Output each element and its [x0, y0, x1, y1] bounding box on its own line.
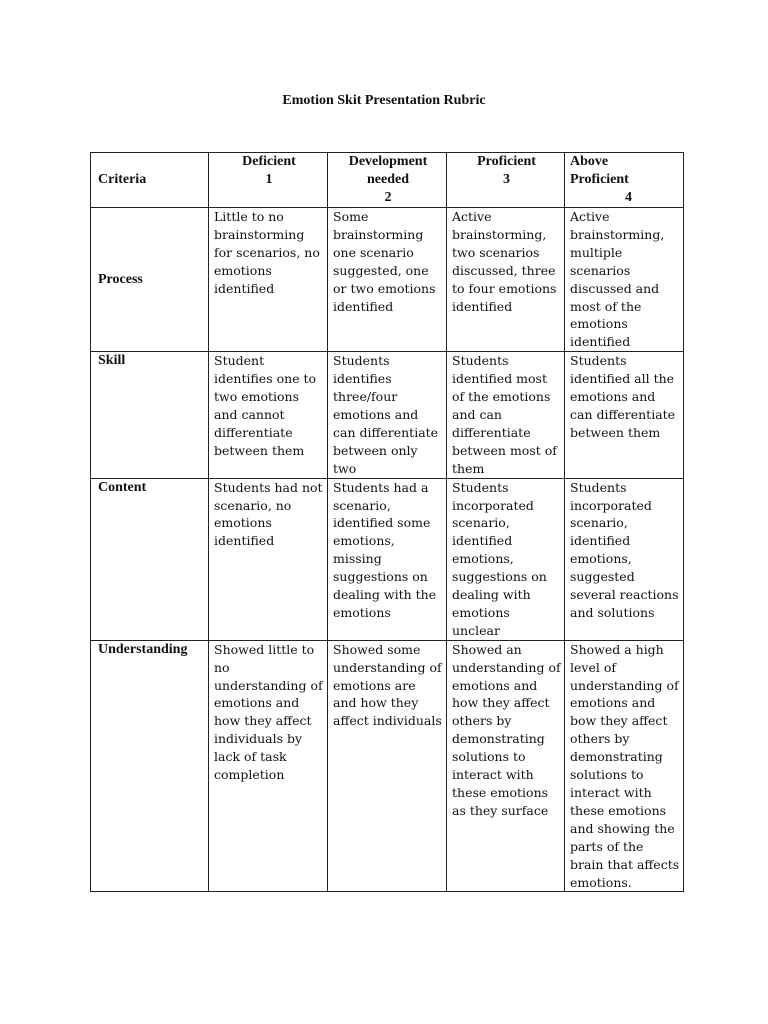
- cell-understanding-proficient: Showed an understanding of emotions and how they affect others by demonstrating solutions to interact with these emotions as they surface: [447, 640, 565, 892]
- rubric-row-understanding: [91, 640, 684, 892]
- level-2-score: 2: [384, 189, 392, 205]
- level-1-name: Deficient: [242, 154, 296, 169]
- rubric-row-skill: [91, 352, 684, 478]
- cell-content-development: Students had a scenario, identified some emotions, missing suggestions on dealing with the emotions: [328, 478, 447, 640]
- level-2-name-line2: needed: [367, 171, 409, 187]
- level-3-name: Proficient: [477, 154, 536, 169]
- cell-process-deficient: Little to no brainstorming for scenarios, no emotions identified: [209, 208, 328, 352]
- level-1-score: 1: [265, 171, 273, 187]
- header-level-2: [328, 153, 447, 208]
- cell-understanding-above: Showed a high level of understanding of emotions and bow they affect others by demonstrating solutions to interact with these emotions and showing the parts of the brain that affects emotions.: [565, 640, 684, 892]
- cell-understanding-development: Showed some understanding of emotions are and how they affect individuals: [328, 640, 447, 892]
- cell-process-proficient: Active brainstorming, two scenarios discussed, three to four emotions identified: [447, 208, 565, 352]
- cell-content-deficient: Students had not scenario, no emotions identified: [209, 478, 328, 640]
- criteria-understanding: Understanding: [91, 640, 209, 892]
- level-3-score: 3: [503, 171, 510, 187]
- header-level-4: [565, 153, 684, 208]
- cell-skill-deficient: Student identifies one to two emotions and cannot differentiate between them: [209, 352, 328, 478]
- rubric-row-process: [91, 208, 684, 352]
- criteria-process: Process: [91, 208, 209, 352]
- cell-process-development: Some brainstorming one scenario suggested, one or two emotions identified: [328, 208, 447, 352]
- level-4-name-line1: Above: [570, 154, 609, 169]
- cell-process-above: Active brainstorming, multiple scenarios discussed and most of the emotions identified: [565, 208, 684, 352]
- level-4-name-line2: Proficient: [570, 171, 629, 187]
- header-level-1: [209, 153, 328, 208]
- criteria-skill: Skill: [91, 352, 209, 478]
- level-4-score: 4: [625, 189, 632, 205]
- header-level-3: [447, 153, 565, 208]
- document-title: Emotion Skit Presentation Rubric: [282, 93, 486, 108]
- cell-content-above: Students incorporated scenario, identified emotions, suggested several reactions and solutions: [565, 478, 684, 640]
- cell-skill-above: Students identified all the emotions and can differentiate between them: [565, 352, 684, 478]
- cell-understanding-deficient: Showed little to no understanding of emotions and how they affect individuals by lack of task completion: [209, 640, 328, 892]
- level-2-name-line1: Development: [348, 154, 428, 169]
- header-criteria: Criteria: [91, 153, 209, 208]
- rubric-table: [90, 152, 684, 892]
- rubric-row-content: [91, 478, 684, 640]
- cell-skill-proficient: Students identified most of the emotions and can differentiate between most of them: [447, 352, 565, 478]
- cell-content-proficient: Students incorporated scenario, identified emotions, suggestions on dealing with emotions unclear: [447, 478, 565, 640]
- cell-skill-development: Students identifies three/four emotions and can differentiate between only two: [328, 352, 447, 478]
- header-row: [91, 153, 684, 208]
- criteria-content: Content: [91, 478, 209, 640]
